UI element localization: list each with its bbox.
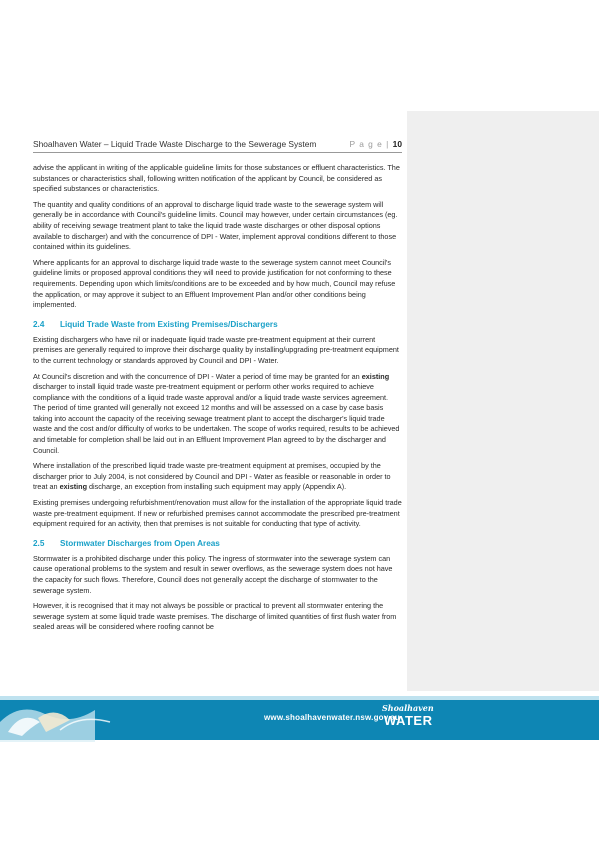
paragraph: Where applicants for an approval to discharge liquid trade waste to the sewerage system cannot meet Council's guideline limits or proposed approval conditions they will need to provide justification for not conforming to these requirements. Depending upon which limits/conditions are to be exceeded and by how much, Council may refuse the application, or may approve it subject to an Effluent Improvement Plan and/or other conditions being implemented. <box>33 257 396 310</box>
paragraph: advise the applicant in writing of the applicable guideline limits for those substances or effluent characteristics. The substances or characteristics shall, following written notification of the applicant by Council, be considered as specified substances or characteristics. <box>33 163 400 194</box>
document-title: Shoalhaven Water – Liquid Trade Waste Discharge to the Sewerage System <box>33 139 317 149</box>
section-heading-2-4 <box>33 319 402 330</box>
shell-graphic-icon <box>0 692 130 742</box>
logo-script: Shoalhaven <box>382 703 434 713</box>
paragraph <box>33 372 402 457</box>
paragraph: Existing premises undergoing refurbishment/renovation must allow for the installation of the appropriate liquid trade waste pre-treatment equipment. If new or refurbished premises cannot accommodate the prescribed pre-treatment equipment required for an activity, then that premises is not suitable for conducting that type of activity. <box>33 498 402 529</box>
text-run: discharge, an exception from installing such equipment may apply (Appendix A). <box>87 482 347 492</box>
section-number: 2.5 <box>33 538 45 548</box>
bold-text: existing <box>361 371 390 381</box>
shoalhaven-water-logo <box>380 703 440 737</box>
page-number: 10 <box>392 139 402 149</box>
page-header <box>33 137 402 153</box>
paragraph: Stormwater is a prohibited discharge under this policy. The ingress of stormwater into the sewerage system can cause operational problems to the system and result in sewer overflows, as the sewerage system does not have the capacity for such flows. Therefore, Council does not generally accept the discharge of stormwater to the sewerage system. <box>33 553 393 595</box>
paragraph <box>33 461 402 493</box>
section-number: 2.4 <box>33 319 45 329</box>
page-label: P a g e | <box>349 139 390 149</box>
section-title: Liquid Trade Waste from Existing Premises/Dischargers <box>60 319 278 329</box>
paragraph: However, it is recognised that it may not always be possible or practical to prevent all stormwater entering the sewerage system at some liquid trade waste premises. The discharge of limited quantities of first flush water from sealed areas will be considered where roofing cannot be <box>33 601 397 632</box>
logo-word: WATER <box>384 713 433 728</box>
website-url: www.shoalhavenwater.nsw.gov.au <box>264 713 400 722</box>
header-rule <box>33 152 402 153</box>
page-footer <box>0 692 599 742</box>
section-heading-2-5 <box>33 538 402 549</box>
paragraph: The quantity and quality conditions of an approval to discharge liquid trade waste to the sewerage system will generally be in accordance with Council's guideline limits. Council may however, under certain circumstances (eg. ability of receiving sewage treatment plant to take the liquid trade waste discharges or other disposal options available to discharger) and with the concurrence of DPI - Water, implement approval conditions different to those contained within its guidelines. <box>33 199 398 252</box>
comment-pane <box>407 111 599 691</box>
text-run: discharger to install liquid trade waste pre-treatment equipment or perform other works required to achieve compliance with the conditions of a liquid trade waste approval and/or a liquid trade waste services agreement. The period of time granted will generally not exceed 12 months and will be assessed on a case by case basis taking into account the capacity of the receiving sewage treatment plant to accept the discharger's liquid trade waste and the cost and/or difficulty of works to be undertaken. The scope of works required, results to be achieved and timetable for completion shall be laid out in an Effluent Improvement Plan agreed to by the discharger and Council. <box>33 382 400 455</box>
page-indicator <box>349 139 402 149</box>
page-body <box>33 163 402 638</box>
section-title: Stormwater Discharges from Open Areas <box>60 538 220 548</box>
text-run: At Council's discretion and with the concurrence of DPI - Water a period of time may be granted for an <box>33 371 362 381</box>
bold-text: existing <box>59 482 88 492</box>
paragraph: Existing dischargers who have nil or inadequate liquid trade waste pre-treatment equipment at their current premises are generally required to improve their discharge quality by installing/upgrading pre-treatment equipment to the current technology or standards approved by Council and DPI - Water. <box>33 334 399 365</box>
text-run: Where installation of the prescribed liquid trade waste pre-treatment equipment at premises, occupied by the discharger prior to July 2004, is not considered by Council and DPI - Water as feasible or reasonable in order to treat an <box>33 461 391 492</box>
